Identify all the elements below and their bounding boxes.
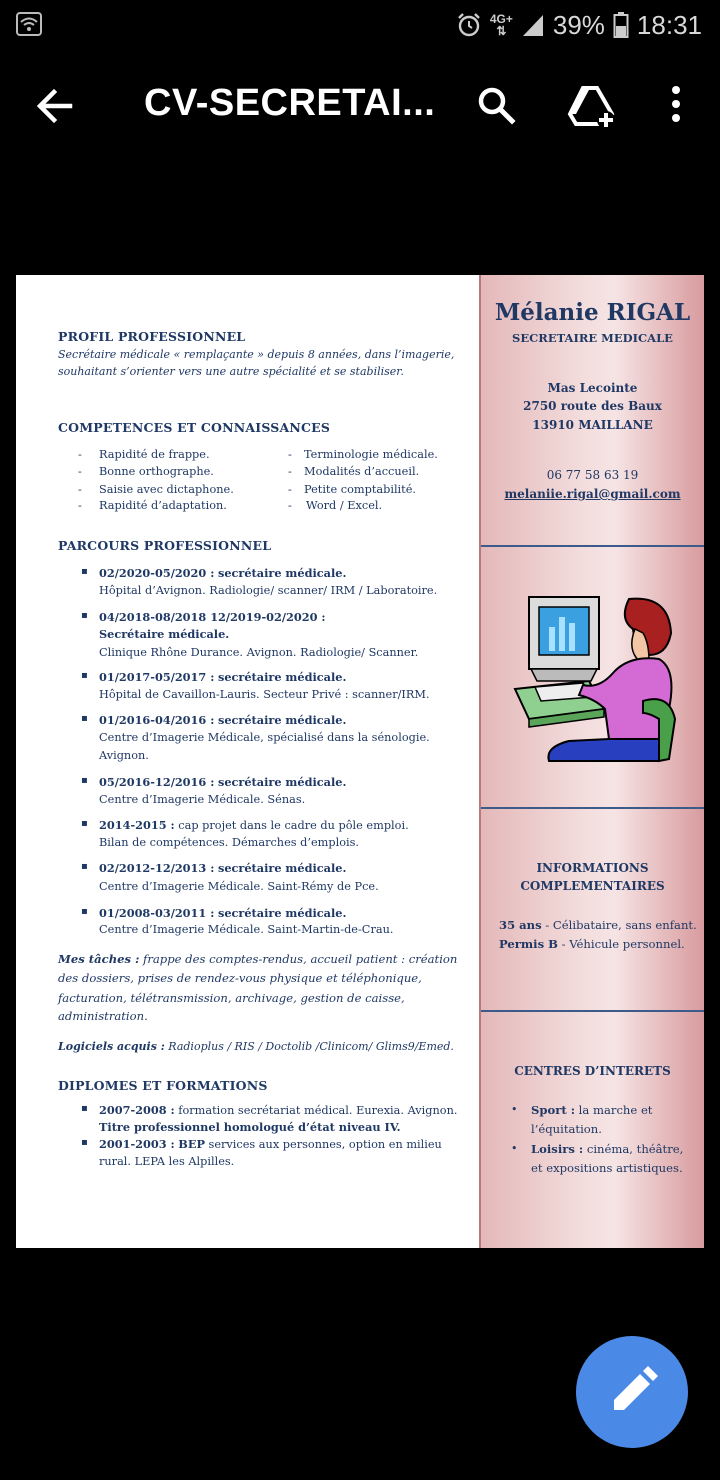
contact-panel <box>481 275 704 547</box>
age-text: - Célibataire, sans enfant. <box>541 918 697 932</box>
illustration-panel <box>481 547 704 809</box>
list-item: - <box>78 448 82 461</box>
diploma-title: Titre professionnel homologué d’état niveau IV. <box>99 1120 401 1134</box>
tasks-line <box>58 950 457 969</box>
diploma-line <box>99 1102 457 1119</box>
battery-icon <box>613 11 629 39</box>
career-entry-heading <box>99 860 346 877</box>
career-date: 2014-2015 : <box>99 818 175 832</box>
career-detail: Centre d’Imagerie Médicale. Sénas. <box>99 793 306 806</box>
leisure-label: Loisirs : <box>531 1142 584 1156</box>
phone-number: 06 77 58 63 19 <box>546 468 639 482</box>
career-entry-heading <box>99 817 409 834</box>
interest-line: l’équitation. <box>531 1122 602 1136</box>
list-item: - <box>78 465 82 478</box>
bullet: ▪ <box>81 670 88 681</box>
career-date: 02/2012-12/2013 : <box>99 861 215 875</box>
pencil-icon <box>576 1336 688 1448</box>
skill-item: Terminologie médicale. <box>304 448 438 461</box>
sport-text: la marche et <box>575 1103 653 1117</box>
bullet: ▪ <box>81 1137 88 1148</box>
bullet: ▪ <box>81 906 88 917</box>
career-role: secrétaire médicale. <box>217 906 347 920</box>
profile-line-2: souhaitant s’orienter vers une autre spécialité et se stabiliser. <box>58 365 404 378</box>
leisure-text: cinéma, théâtre, <box>583 1142 684 1156</box>
career-entry-heading <box>99 565 346 582</box>
career-date: 04/2018-08/2018 12/2019-02/2020 : <box>99 610 326 624</box>
interest-line <box>531 1141 683 1158</box>
career-role: secrétaire médicale. <box>217 566 347 580</box>
interest-line: et expositions artistiques. <box>531 1161 683 1175</box>
career-role: cap projet dans le cadre du pôle emploi. <box>178 819 409 832</box>
bullet: ▪ <box>81 566 88 577</box>
app-bar <box>0 60 720 152</box>
list-item: - <box>288 465 292 478</box>
tasks-text: frappe des comptes-rendus, accueil patient : création <box>143 952 458 966</box>
skill-item: Rapidité d’adaptation. <box>99 499 227 512</box>
clock: 18:31 <box>636 9 702 40</box>
career-date: 05/2016-12/2016 : <box>99 775 215 789</box>
skill-item: Word / Excel. <box>306 499 383 512</box>
software-line <box>58 1038 454 1055</box>
tasks-line: facturation, télétransmission, archivage, gestion de caisse, <box>58 991 405 1005</box>
wifi-icon <box>16 12 42 36</box>
career-role: secrétaire médicale. <box>217 861 347 875</box>
bullet: ▪ <box>81 775 88 786</box>
list-item: - <box>288 499 292 512</box>
career-role: secrétaire médicale. <box>217 713 347 727</box>
profile-heading: PROFIL PROFESSIONNEL <box>58 329 246 344</box>
tasks-label: Mes tâches : <box>58 952 140 966</box>
interests-panel <box>481 1012 704 1248</box>
skill-item: Saisie avec dictaphone. <box>99 483 234 496</box>
list-item: - <box>288 483 292 496</box>
diploma-date: 2007-2008 : <box>99 1103 175 1117</box>
skill-item: Rapidité de frappe. <box>99 448 210 461</box>
sport-label: Sport : <box>531 1103 575 1117</box>
career-entry-heading <box>99 774 346 791</box>
document-title: CV-SECRETAI... <box>144 82 436 124</box>
career-role: secrétaire médicale. <box>217 775 347 789</box>
document-page[interactable] <box>16 275 704 1248</box>
skills-heading: COMPETENCES ET CONNAISSANCES <box>58 420 331 435</box>
bullet: ▪ <box>81 861 88 872</box>
diploma-text: services aux personnes, option en milieu <box>208 1138 442 1151</box>
profile-line-1: Secrétaire médicale « remplaçante » depuis 8 années, dans l’imagerie, <box>58 348 455 361</box>
job-title: SECRETAIRE MEDICALE <box>512 331 673 345</box>
list-item: - <box>78 499 82 512</box>
bullet: • <box>511 1103 518 1116</box>
diploma-text: rural. LEPA les Alpilles. <box>99 1155 235 1168</box>
email-link[interactable]: melaniie.rigal@gmail.com <box>504 487 681 501</box>
career-role: secrétaire médicale. <box>217 670 347 684</box>
address-line: Mas Lecointe <box>547 381 638 395</box>
interest-line <box>531 1102 652 1119</box>
network-type: 4G+ ⇅ <box>489 12 513 38</box>
permit-line <box>499 936 685 953</box>
network-label: 4G+ <box>489 12 513 26</box>
age-line <box>499 917 697 934</box>
list-item: - <box>78 483 82 496</box>
skill-item: Petite comptabilité. <box>304 483 416 496</box>
candidate-name: Mélanie RIGAL <box>494 299 691 326</box>
career-detail: Hôpital d’Avignon. Radiologie/ scanner/ IRM / Laboratoire. <box>99 584 438 597</box>
back-arrow-icon[interactable] <box>30 82 80 130</box>
address-line: 2750 route des Baux <box>523 399 662 413</box>
career-detail: Hôpital de Cavaillon-Lauris. Secteur Privé : scanner/IRM. <box>99 688 430 701</box>
career-role: Secrétaire médicale. <box>99 627 230 641</box>
bullet: ▪ <box>81 818 88 829</box>
career-date: 01/2008-03/2011 : <box>99 906 215 920</box>
bullet: • <box>511 1142 518 1155</box>
bullet: ▪ <box>81 610 88 621</box>
skill-item: Modalités d’accueil. <box>304 465 420 478</box>
alarm-icon <box>456 12 482 38</box>
more-options-icon[interactable] <box>660 82 692 130</box>
permit-label: Permis B <box>499 937 558 951</box>
info-heading: INFORMATIONS <box>536 861 649 875</box>
career-detail: Bilan de compétences. Démarches d’emplois. <box>99 836 360 849</box>
career-entry-heading <box>99 712 346 729</box>
signal-icon <box>521 12 545 38</box>
secretary-illustration-icon <box>509 589 679 769</box>
address-line: 13910 MAILLANE <box>532 418 653 432</box>
battery-percent: 39% <box>552 9 605 40</box>
status-bar <box>0 0 720 50</box>
search-icon[interactable] <box>472 82 520 130</box>
tasks-line: administration. <box>58 1009 148 1023</box>
info-heading: COMPLEMENTAIRES <box>520 879 665 893</box>
tasks-line: des dossiers, prises de rendez-vous physique et téléphonique, <box>58 971 422 985</box>
bullet: ▪ <box>81 713 88 724</box>
software-text: Radioplus / RIS / Doctolib /Clinicom/ Glims9/Emed. <box>168 1040 454 1053</box>
career-heading: PARCOURS PROFESSIONNEL <box>58 538 272 553</box>
cv-sidebar <box>479 275 704 1248</box>
edit-fab-button[interactable] <box>576 1336 688 1448</box>
list-item: - <box>288 448 292 461</box>
career-detail: Centre d’Imagerie Médicale, spécialisé dans la sénologie. <box>99 731 430 744</box>
diplomas-heading: DIPLOMES ET FORMATIONS <box>58 1078 268 1093</box>
career-entry-heading <box>99 905 346 922</box>
diploma-line <box>99 1136 442 1153</box>
skill-item: Bonne orthographe. <box>99 465 214 478</box>
age-label: 35 ans <box>499 918 542 932</box>
career-detail: Avignon. <box>99 749 149 762</box>
info-panel <box>481 809 704 1012</box>
permit-text: - Véhicule personnel. <box>557 937 685 951</box>
career-date: 01/2017-05/2017 : <box>99 670 215 684</box>
career-detail: Clinique Rhône Durance. Avignon. Radiologie/ Scanner. <box>99 646 419 659</box>
career-detail: Centre d’Imagerie Médicale. Saint-Martin-de-Crau. <box>99 923 394 936</box>
add-to-drive-icon[interactable] <box>566 82 618 130</box>
interests-heading: CENTRES D’INTERETS <box>514 1064 671 1078</box>
career-date: 01/2016-04/2016 : <box>99 713 215 727</box>
diploma-bep: BEP <box>178 1137 205 1151</box>
cv-main-column <box>16 275 478 1248</box>
software-label: Logiciels acquis : <box>58 1040 165 1053</box>
career-entry-heading <box>99 669 346 686</box>
bullet: ▪ <box>81 1103 88 1114</box>
diploma-date: 2001-2003 : <box>99 1137 175 1151</box>
career-detail: Centre d’Imagerie Médicale. Saint-Rémy de Pce. <box>99 880 379 893</box>
career-date: 02/2020-05/2020 : <box>99 566 215 580</box>
diploma-text: formation secrétariat médical. Eurexia. Avignon. <box>178 1104 458 1117</box>
